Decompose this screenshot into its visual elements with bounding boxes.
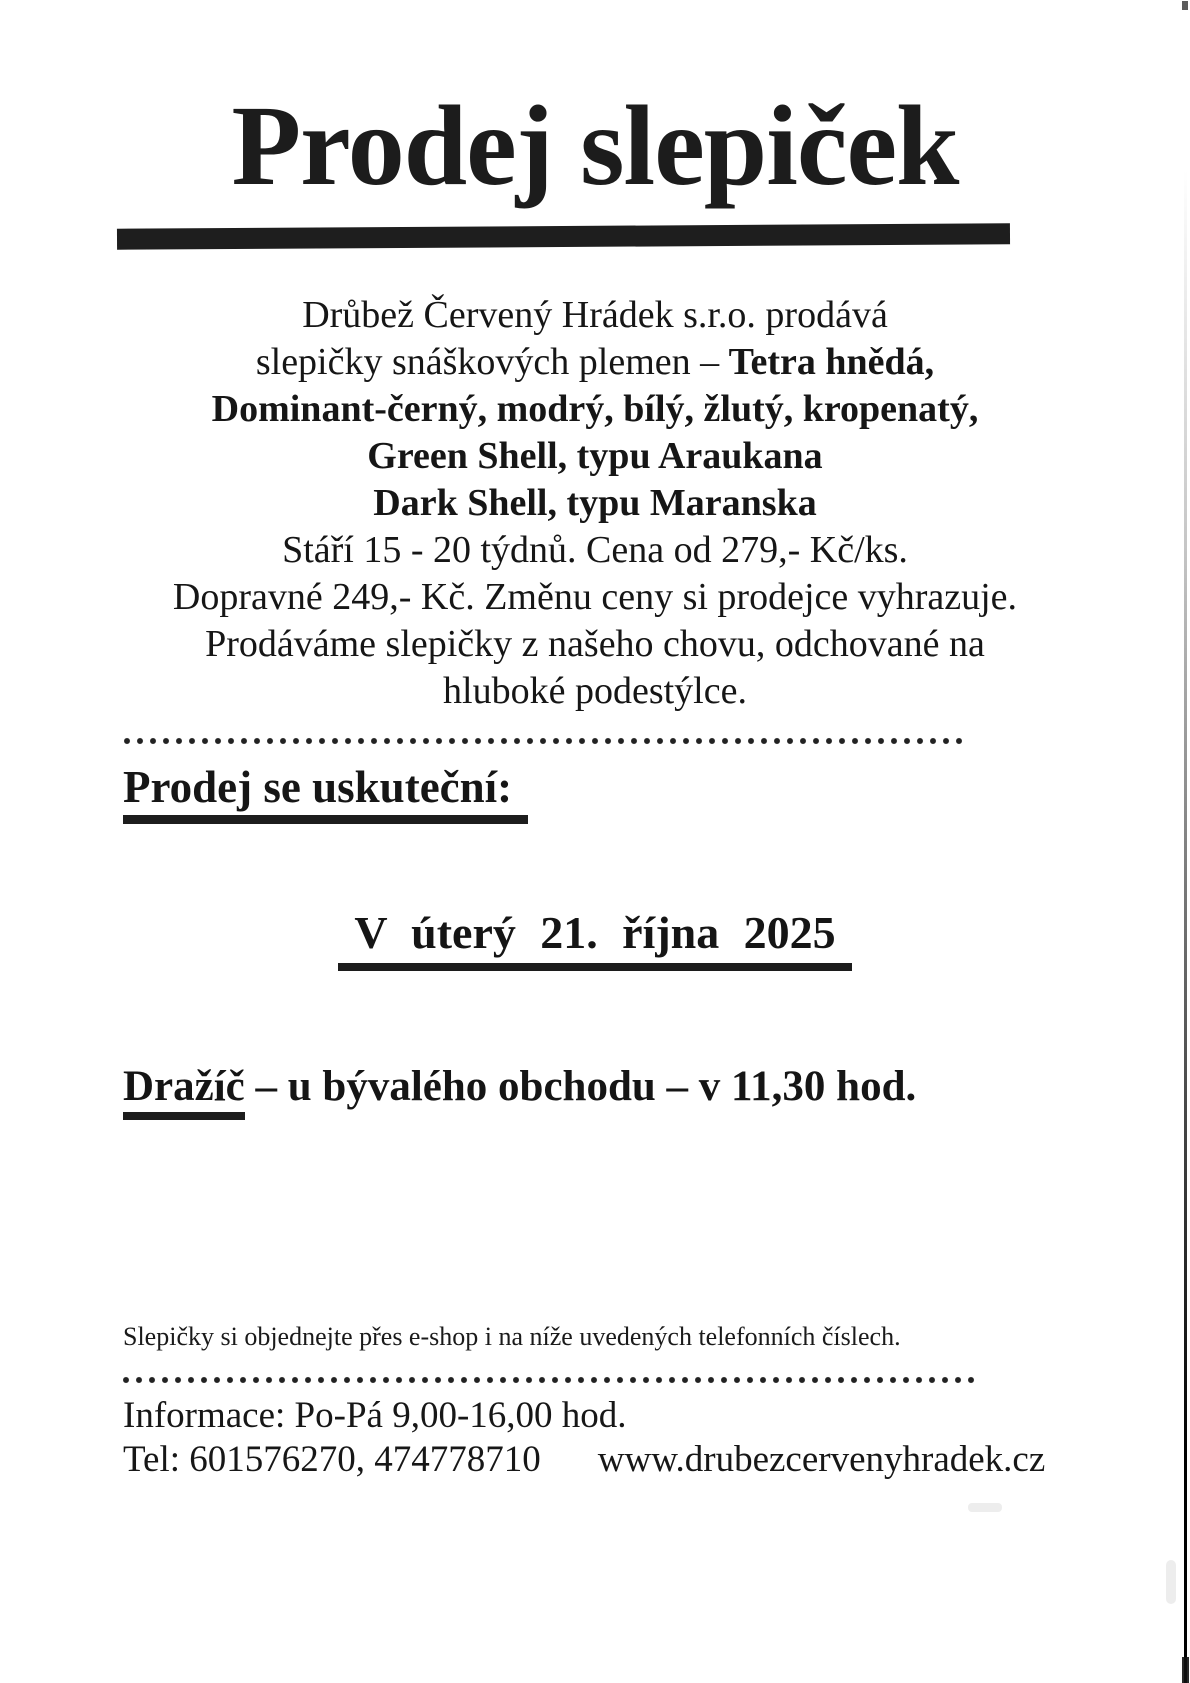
intro-line-9: hluboké podestýlce. [443,670,747,712]
sale-heading [123,761,528,824]
intro-line-8: Prodáváme slepičky z našeho chovu, odchované na [205,623,985,665]
scan-artifact-smudge [968,1503,1002,1512]
info-hours: Informace: Po-Pá 9,00-16,00 hod. [123,1395,627,1436]
scan-artifact-edge-line [1184,170,1187,1683]
dotted-separator-bottom [123,1376,976,1384]
sale-location [123,1062,916,1120]
title-underline-bar [117,223,1010,249]
sale-heading-text: Prodej se uskuteční: [123,761,528,824]
intro-line-2 [60,339,1130,386]
sale-location-details: – u bývalého obchodu – v 11,30 hod. [244,1063,917,1110]
intro-paragraph [60,292,1130,715]
intro-line-1: Drůbež Červený Hrádek s.r.o. prodává [302,294,888,336]
sale-date: V úterý 21. října 2025 [338,906,851,971]
intro-line-6: Stáří 15 - 20 týdnů. Cena od 279,- Kč/ks. [282,529,908,571]
website-url: www.drubezcervenyhradek.cz [597,1439,1046,1480]
phone-numbers: Tel: 601576270, 474778710 [123,1439,541,1480]
order-note: Slepičky si objednejte přes e-shop i na níže uvedených telefonních číslech. [123,1322,901,1351]
scan-artifact-smudge [1166,1560,1176,1604]
intro-line-4: Green Shell, typu Araukana [367,435,823,477]
scan-artifact-corner-speck [1182,1,1188,10]
dotted-separator-top [124,737,969,745]
intro-line-7: Dopravné 249,- Kč. Změnu ceny si prodejce vyhrazuje. [172,576,1018,618]
intro-line-5: Dark Shell, typu Maranska [373,482,817,524]
sale-date-row [0,906,1190,971]
intro-line-2-normal: slepičky snáškových plemen – [255,341,729,383]
intro-line-2-bold: Tetra hnědá, [728,341,935,383]
scan-artifact-edge-nub [1182,1657,1189,1683]
page-title: Prodej slepiček [231,82,959,209]
intro-line-3: Dominant-černý, modrý, bílý, žlutý, kropenatý, [211,388,979,430]
sale-location-name: Dražíč [123,1062,245,1120]
contact-line [123,1438,1045,1481]
